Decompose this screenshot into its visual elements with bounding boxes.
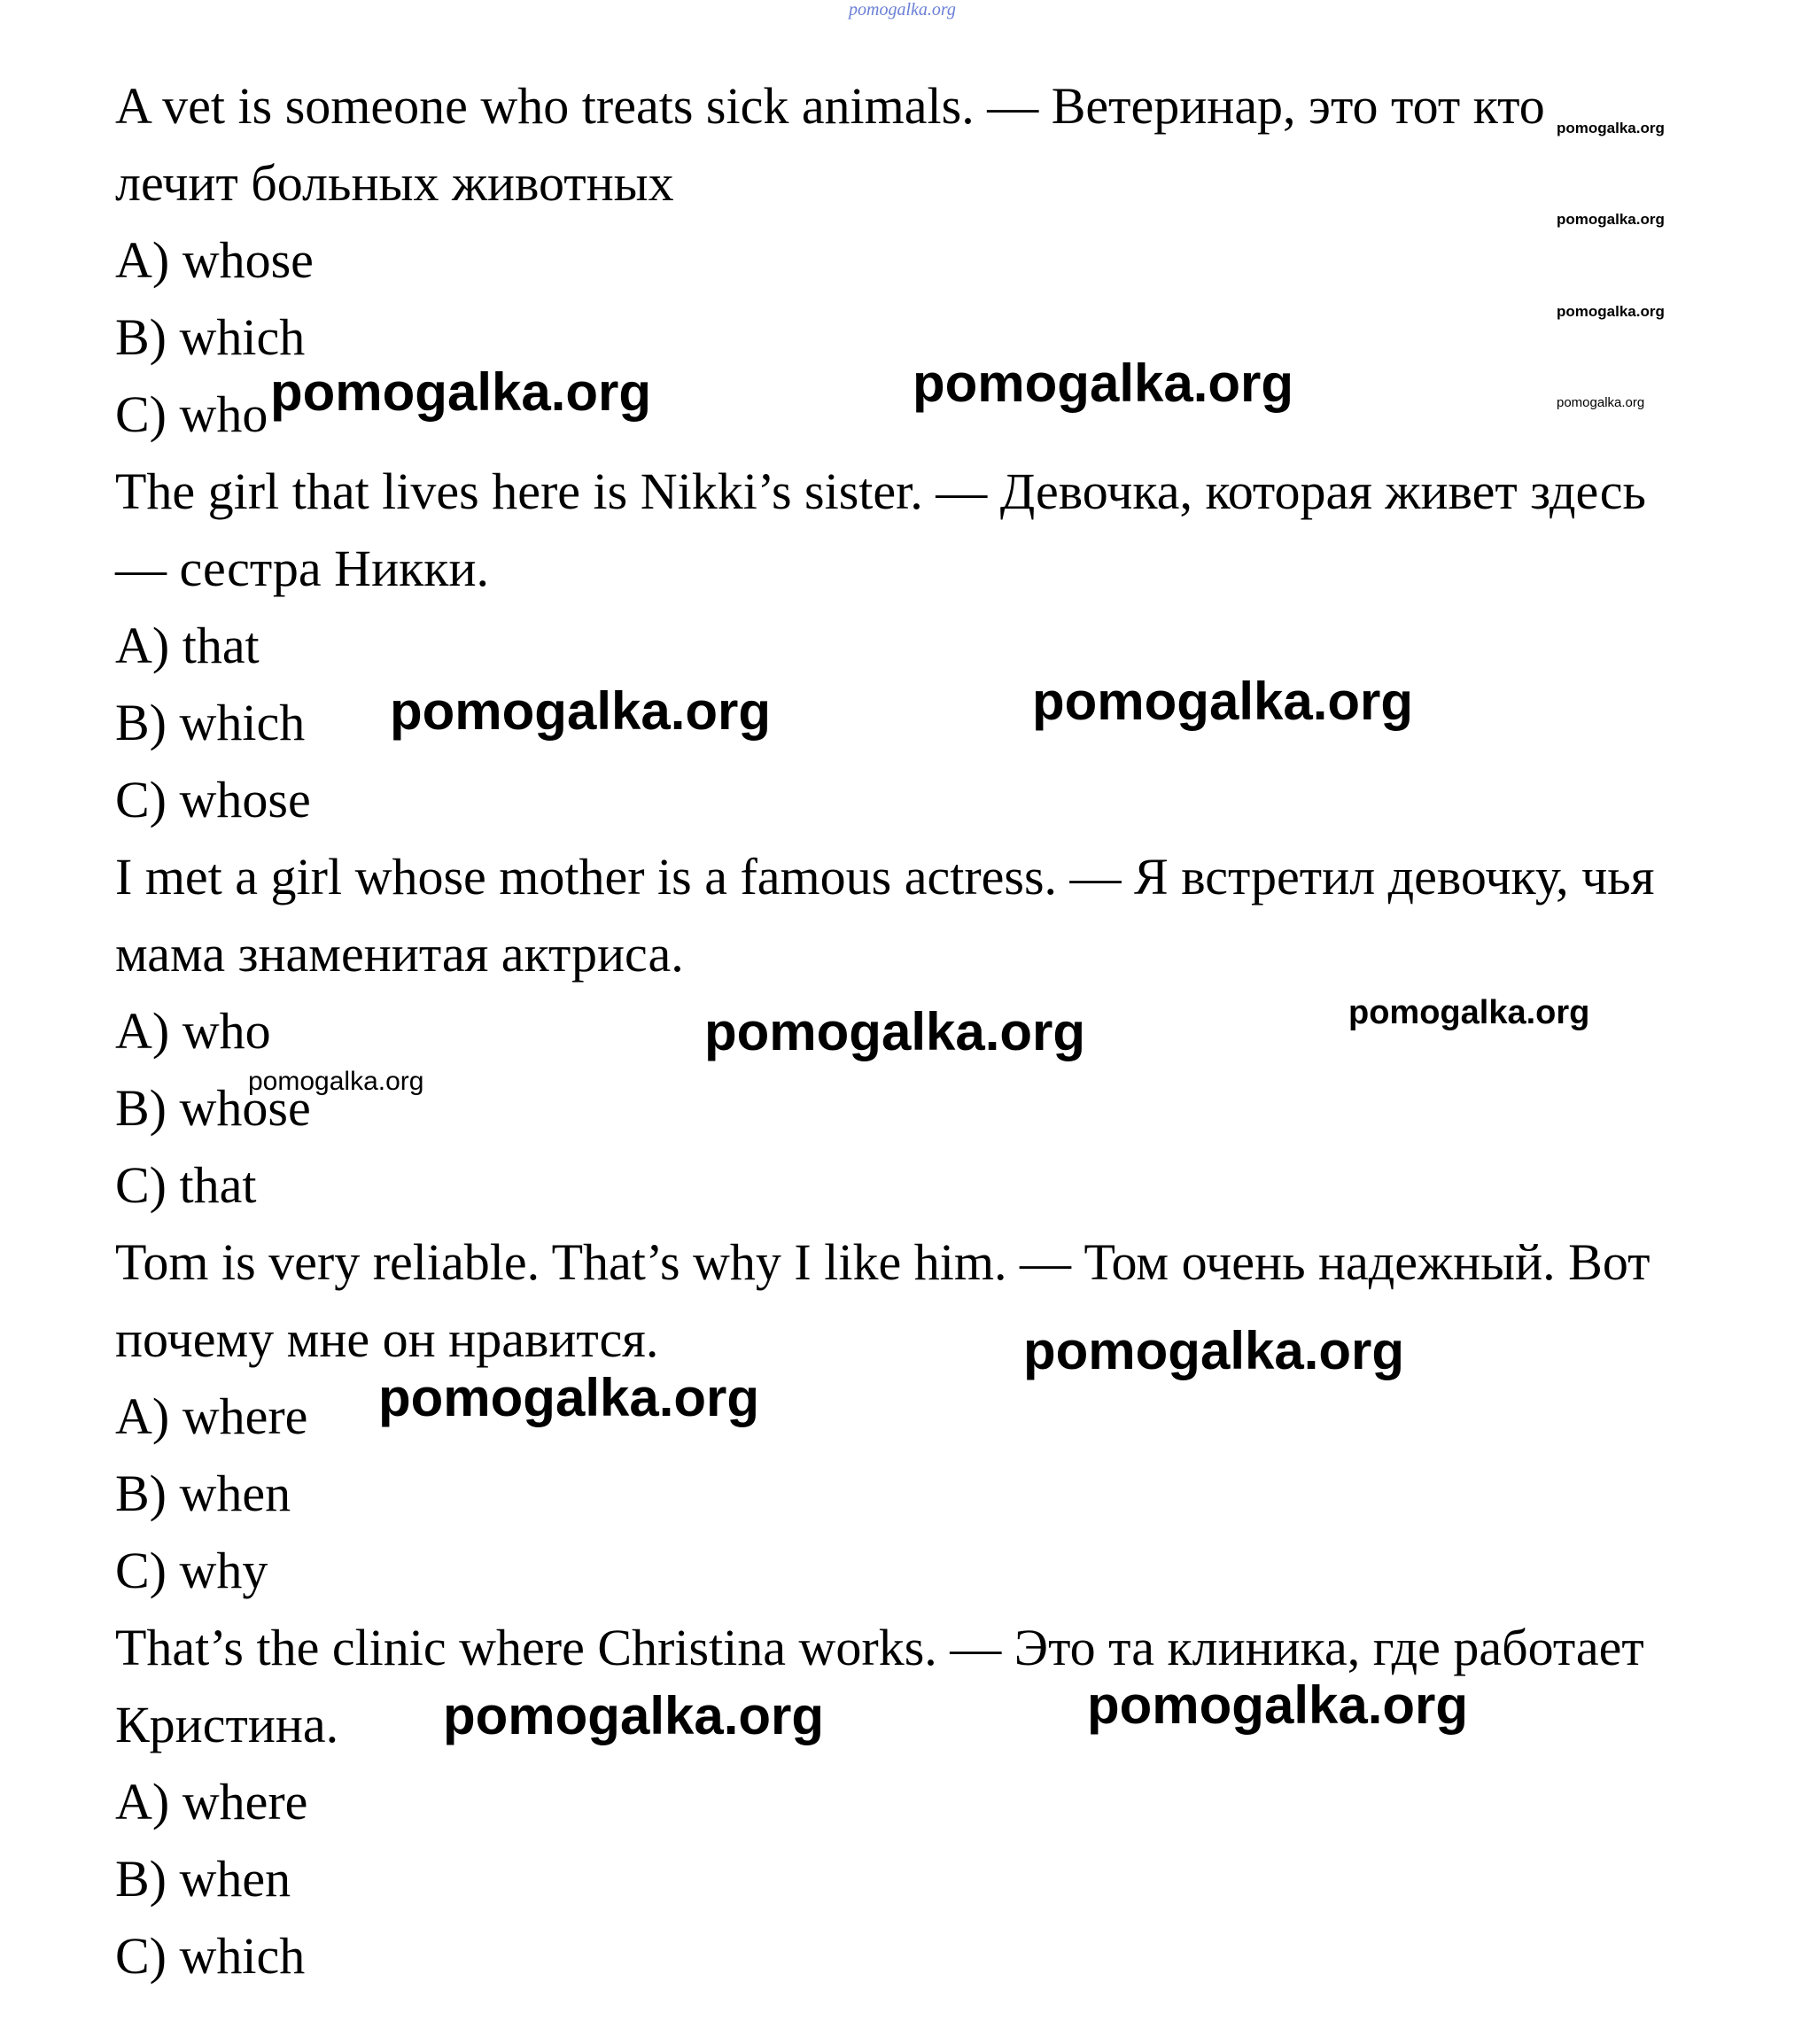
- watermark-big: pomogalka.org: [1032, 672, 1414, 731]
- watermark-small: pomogalka.org: [1557, 211, 1665, 228]
- q5-option-a: A) where: [115, 1773, 308, 1830]
- q3-option-c: C) that: [115, 1156, 257, 1214]
- q2-option-c: C) whose: [115, 771, 311, 828]
- top-watermark: pomogalka.org: [849, 0, 956, 19]
- q3-option-b: B) whose: [115, 1079, 311, 1137]
- watermark-big: pomogalka.org: [913, 354, 1294, 413]
- q1-option-a: A) whose: [115, 231, 314, 289]
- q4-option-a: A) where: [115, 1387, 308, 1445]
- q4-sentence-line1: Tom is very reliable. That’s why I like him. — Том очень надежный. Вот: [115, 1233, 1651, 1291]
- q3-sentence-line2: мама знаменитая актриса.: [115, 925, 684, 983]
- q4-option-b: B) when: [115, 1465, 291, 1522]
- q4-sentence-line2: почему мне он нравится.: [115, 1310, 659, 1368]
- watermark-big: pomogalka.org: [1023, 1321, 1405, 1380]
- q4-option-c: C) why: [115, 1542, 268, 1599]
- watermark-small: pomogalka.org: [1557, 120, 1665, 136]
- q2-option-a: A) that: [115, 617, 260, 674]
- q1-option-b: B) which: [115, 308, 306, 366]
- q5-option-c: C) which: [115, 1927, 306, 1985]
- watermark-big: pomogalka.org: [1087, 1675, 1469, 1735]
- q3-sentence-line1: I met a girl whose mother is a famous actress. — Я встретил девочку, чья: [115, 848, 1655, 905]
- watermark-big: pomogalka.org: [704, 1002, 1086, 1061]
- watermark-small: pomogalka.org: [1557, 303, 1665, 320]
- watermark-small: pomogalka.org: [248, 1067, 424, 1096]
- q1-sentence-line2: лечит больных животных: [115, 154, 674, 212]
- q1-option-c: C) who: [115, 385, 268, 443]
- q5-sentence-line1: That’s the clinic where Christina works. — Это та клиника, где работает: [115, 1619, 1644, 1676]
- q5-option-b: B) when: [115, 1850, 291, 1908]
- watermark-big: pomogalka.org: [390, 681, 772, 741]
- q5-sentence-line2: Кристина.: [115, 1696, 339, 1753]
- q2-sentence-line2: — сестра Никки.: [115, 540, 490, 597]
- watermark-small: pomogalka.org: [1557, 395, 1645, 410]
- q1-sentence-line1: A vet is someone who treats sick animals. — Ветеринар, это тот кто: [115, 77, 1545, 135]
- watermark-big: pomogalka.org: [270, 362, 652, 422]
- watermark-big: pomogalka.org: [378, 1368, 760, 1427]
- q3-option-a: A) who: [115, 1002, 271, 1060]
- watermark-medium: pomogalka.org: [1348, 994, 1590, 1031]
- q2-sentence-line1: The girl that lives here is Nikki’s sister. — Девочка, которая живет здесь: [115, 462, 1646, 520]
- q2-option-b: B) which: [115, 694, 306, 751]
- watermark-big: pomogalka.org: [443, 1686, 825, 1745]
